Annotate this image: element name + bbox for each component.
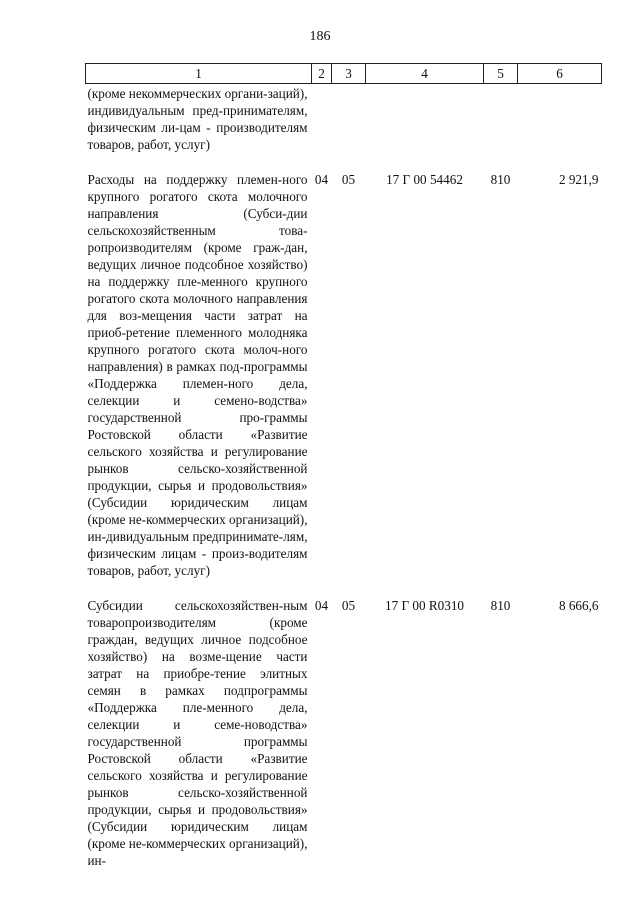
row-amount: 2 921,9 — [558, 172, 599, 187]
column-header-1: 1 — [86, 64, 312, 84]
page-number: 186 — [309, 29, 331, 44]
row-description: Субсидии сельскохозяйствен-ным товаропроизводителям (кроме граждан, ведущих личное подсобное хозяйство) на возме-щение части затрат на приобре-тение элитных семян в рамках подпрограммы «Поддержка пле-менного дела, селекции и семе-новодства» государственной программы Ростовской области «Развитие сельского хозяйства и регулирование рынков сельско-хозяйственной продукции, сырья и продовольствия» (Субсидии юридическим лицам (кроме не-коммерческих организаций), ин- — [87, 598, 308, 868]
table-header-row — [86, 64, 602, 84]
table-row — [86, 171, 602, 597]
row-section: 04 — [314, 172, 329, 187]
column-header-3: 3 — [332, 64, 366, 84]
table-row — [86, 84, 602, 172]
row-amount — [518, 84, 602, 172]
row-target-code: 17 Г 00 54462 — [386, 172, 463, 187]
row-subsection: 05 — [341, 172, 356, 187]
row-target-code: 17 Г 00 R0310 — [384, 598, 465, 613]
row-subsection: 05 — [341, 598, 356, 613]
row-subsection — [332, 84, 366, 172]
column-header-5: 5 — [484, 64, 518, 84]
budget-table — [85, 63, 602, 869]
row-target-code — [366, 84, 484, 172]
table-row — [86, 597, 602, 869]
row-amount: 8 666,6 — [558, 598, 599, 613]
row-expense-type: 810 — [490, 598, 511, 613]
row-description: (кроме некоммерческих органи-заций), индивидуальным пред-принимателям, физическим ли-цам - производителям товаров, работ, услуг) — [87, 86, 308, 152]
column-header-4: 4 — [366, 64, 484, 84]
row-section — [312, 84, 332, 172]
column-header-6: 6 — [518, 64, 602, 84]
row-expense-type — [484, 84, 518, 172]
row-section: 04 — [314, 598, 329, 613]
row-description: Расходы на поддержку племен-ного крупного рогатого скота молочного направления (Субси-дии сельскохозяйственным това-ропроизводителям (кроме граж-дан, ведущих личное подсобное хозяйство) на поддержку пле-менного крупного рогатого скота молочного направления для воз-мещения части затрат на приоб-ретение племенного молодняка крупного рогатого скота молоч-ного направления) в рамках под-программы «Поддержка племен-ного дела, селекции и семено-водства» государственной про-граммы Ростовской области «Развитие сельского хозяйства и регулирование рынков сельско-хозяйственной продукции, сырья и продовольствия» (Субсидии юридическим лицам (кроме не-коммерческих организаций), ин-дивидуальным предпринимате-лям, физическим лицам - произ-водителям товаров, работ, услуг) — [87, 172, 308, 578]
row-expense-type: 810 — [490, 172, 511, 187]
column-header-2: 2 — [312, 64, 332, 84]
